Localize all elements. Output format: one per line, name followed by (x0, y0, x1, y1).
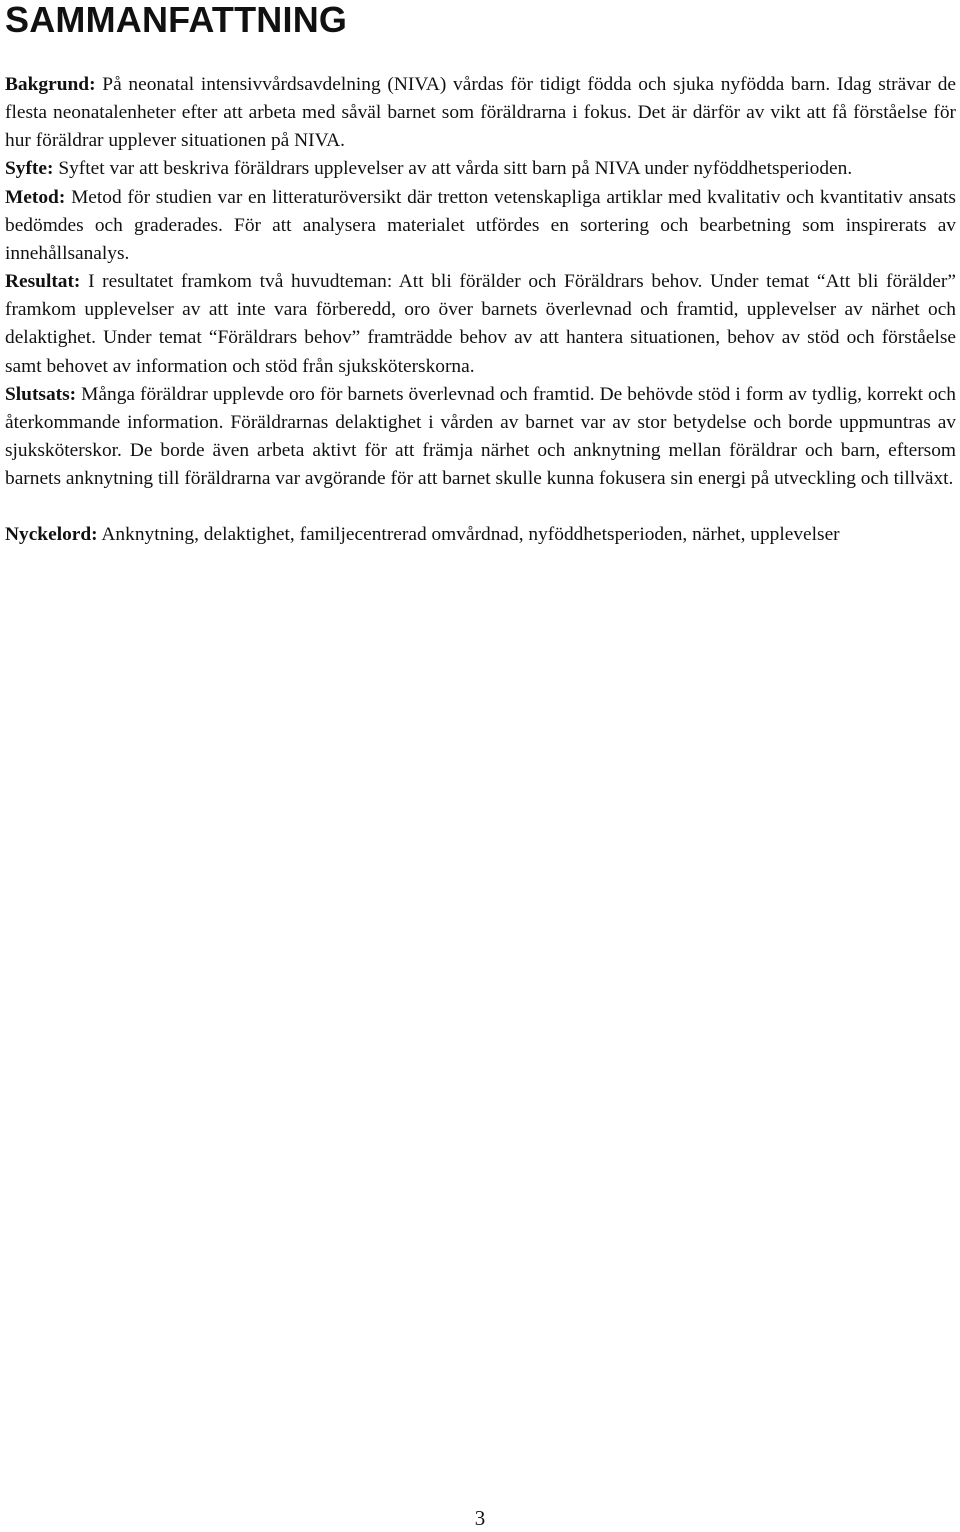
paragraph-nyckelord (5, 521, 956, 549)
paragraph-syfte (5, 155, 956, 183)
paragraph-bakgrund (5, 71, 956, 155)
label-resultat: Resultat: (5, 271, 81, 293)
label-nyckelord: Nyckelord: (5, 524, 98, 546)
text-bakgrund: På neonatal intensivvårdsavdelning (NIVA) vårdas för tidigt födda och sjuka nyfödda barn. Idag strävar de flesta neonatalenheter efter att arbeta med såväl barnet som föräldrarna i fokus. Det är därför av vikt att få förståelse för hur föräldrar upplever situationen på NIVA. (5, 74, 956, 152)
text-resultat: I resultatet framkom två huvudteman: Att bli förälder och Föräldrars behov. Under temat “Att bli förälder” framkom upplevelser av att inte vara förberedd, oro över barnets överlevnad och framtid, upplevelser av närhet och delaktighet. Under temat “Föräldrars behov” framträdde behov av att hantera situationen, behov av stöd och förståelse samt behovet av information och stöd från sjuksköterskorna. (5, 271, 956, 377)
label-slutsats: Slutsats: (5, 383, 77, 405)
paragraph-metod (5, 184, 956, 268)
abstract-body (5, 71, 956, 550)
text-nyckelord: Anknytning, delaktighet, familjecentrerad omvårdnad, nyföddhetsperioden, närhet, upplevelser (101, 524, 840, 546)
text-syfte: Syftet var att beskriva föräldrars upplevelser av att vårda sitt barn på NIVA under nyföddhetsperioden. (58, 158, 853, 180)
label-syfte: Syfte: (5, 158, 54, 180)
paragraph-resultat (5, 268, 956, 381)
label-metod: Metod: (5, 186, 66, 208)
page-title: SAMMANFATTNING (5, 0, 348, 40)
paragraph-slutsats (5, 381, 956, 494)
label-bakgrund: Bakgrund: (5, 74, 96, 95)
page-number: 3 (474, 1506, 486, 1530)
text-metod: Metod för studien var en litteraturöversikt där tretton vetenskapliga artiklar med kvalitativ och kvantitativ ansats bedömdes och graderades. För att analysera materialet utfördes en sortering och bearbetning som inspirerats av innehållsanalys. (5, 186, 956, 264)
text-slutsats: Många föräldrar upplevde oro för barnets överlevnad och framtid. De behövde stöd i form av tydlig, korrekt och återkommande information. Föräldrarnas delaktighet i vården av barnet var av stor betydelse och borde uppmuntras av sjuksköterskor. De borde även arbeta aktivt för att främja närhet och anknytning mellan föräldrar och barn, eftersom barnets anknytning till föräldrarna var avgörande för att barnet skulle kunna fokusera sin energi på utveckling och tillväxt. (5, 383, 956, 490)
